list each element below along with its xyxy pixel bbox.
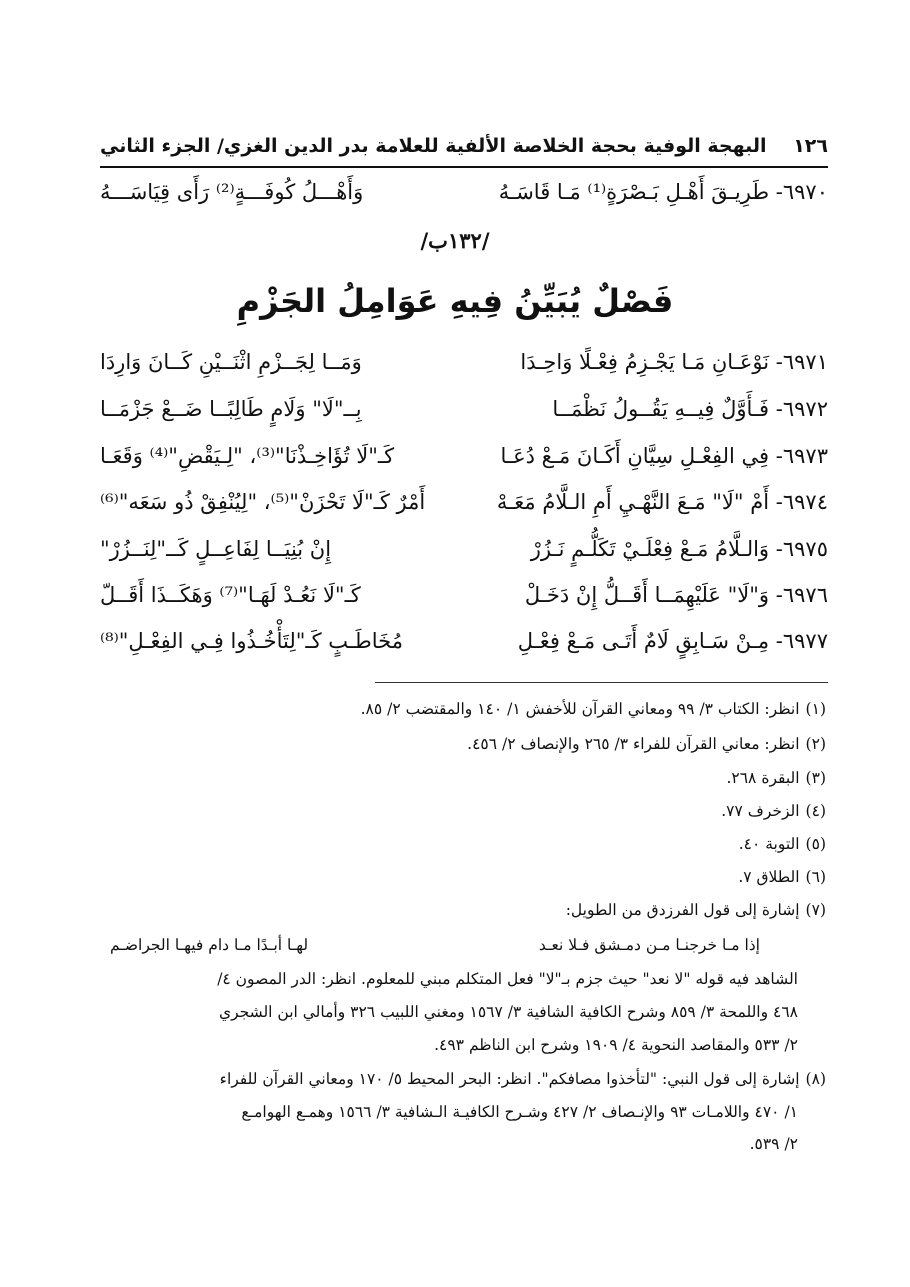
verse-hemistich-left: كَـ"لَا نَعُـدْ لَهَـا"⁽⁷⁾ وَهَكَــذَا أَقَــلّ <box>100 583 361 607</box>
footnote-number: (١) <box>805 700 826 718</box>
verse-hemistich-right: ٦٩٧٥- وَالـلَّامُ مَـعْ فِعْلَـيْ تَكَلُّـمٍ نَـزُرْ <box>530 537 828 561</box>
header-rule <box>100 166 828 168</box>
footnote-text: الزخرف ٧٧. <box>721 802 800 820</box>
quoted-poem-line <box>110 930 760 960</box>
footnote-text: انظر: الكتاب ٣/ ٩٩ ومعاني القرآن للأخفش ١/ ١٤٠ والمقتضب ٢/ ٨٥. <box>360 700 800 718</box>
folio-marker: /١٣٢ب/ <box>420 228 490 253</box>
verse-number: ٦٩٧٠- <box>775 180 828 204</box>
footnote <box>96 862 826 892</box>
verse-hemistich-left: مُخَاطَـبٍ كَـ"لِتَأْخُـذُوا فِـي الفِعْـلِ"⁽⁸⁾ <box>100 629 403 653</box>
footnote-number: (٤) <box>805 802 826 820</box>
footnote-continuation: ١/ ٤٧٠ واللامـات ٩٣ والإنـصاف ٢/ ٤٢٧ وشـرح الكافيـة الـشافية ٣/ ١٥٦٦ وهمـع الهوامـع <box>241 1103 798 1121</box>
footnote-continuation: ٢/ ٥٣٣ والمقاصد النحوية ٤/ ١٩٠٩ وشرح ابن الناظم ٤٩٣. <box>434 1036 798 1054</box>
footnote-text: الطلاق ٧. <box>738 868 800 886</box>
verse-hemistich-right: ٦٩٧٣- فِي الفِعْـلِ سِيَّانِ أَكَـانَ مَـعْ دُعَـا <box>500 444 828 468</box>
verse-line <box>100 625 828 657</box>
verse-hemistich-left: كَـ"لَا تُؤَاخِـذْنَا"⁽³⁾، "لِـيَقْضِ"⁽⁴⁾ وَقَعَـا <box>100 444 395 468</box>
verse-hemistich-right: ٦٩٧٠- طَرِيـقَ أَهْـلِ بَـصْرَةٍ⁽¹⁾ مَـا قَاسَـهُ <box>498 180 828 204</box>
footnote <box>96 796 826 826</box>
running-title: البهجة الوفية بحجة الخلاصة الألفية للعلامة بدر الدين الغزي/ الجزء الثاني <box>100 135 767 157</box>
footnote <box>96 829 826 859</box>
verse-line <box>100 393 828 425</box>
footnote-number: (٢) <box>805 735 826 753</box>
poem-hemistich-right: إذا مـا خرجنـا مـن دمـشق فـلا نعـد <box>538 936 760 954</box>
footnote <box>96 895 826 925</box>
footnote-text: البقرة ٢٦٨. <box>726 769 800 787</box>
verse-line <box>100 533 828 565</box>
verse-line <box>100 486 828 518</box>
verse-number: ٦٩٧٣- <box>775 444 828 468</box>
footnote-number: (٥) <box>805 835 826 853</box>
verse-hemistich-left: وَأَهْـــلُ كُوفَـــةٍ⁽²⁾ رَأَى قِيَاسَـــهُ <box>100 180 364 204</box>
footnote-number: (٣) <box>805 769 826 787</box>
verse-number: ٦٩٧٤- <box>775 490 828 514</box>
footnote <box>96 694 826 724</box>
footnote-number: (٧) <box>805 901 826 919</box>
section-title: فَصْلٌ يُبَيِّنُ فِيهِ عَوَامِلُ الجَزْمِ <box>236 282 674 320</box>
verse-hemistich-right: ٦٩٧٢- فَـأَوَّلٌ فِيــهِ يَقُــولُ نَظْمَــا <box>552 397 828 421</box>
verse-number: ٦٩٧٧- <box>775 629 828 653</box>
verse-line <box>100 346 828 378</box>
verse-hemistich-right: ٦٩٧٤- أَمْ "لَا" مَـعَ النَّهْـيِ أَمِ الـلَّامُ مَعَـهْ <box>496 490 828 514</box>
footnote-text: إشارة إلى قول النبي: "لتأخذوا مصافكم". انظر: البحر المحيط ٥/ ١٧٠ ومعاني القرآن للفراء <box>219 1070 800 1088</box>
footnote-text: التوبة ٤٠. <box>738 835 800 853</box>
verse-hemistich-left: بِــ"لَا" وَلَامٍ طَالِبًــا ضَــعْ جَزْمَــا <box>100 397 362 421</box>
verse-hemistich-right: ٦٩٧١- نَوْعَـانِ مَـا يَجْـزِمُ فِعْـلًا وَاحِـدَا <box>520 350 828 374</box>
footnote-text: إشارة إلى قول الفرزدق من الطويل: <box>565 901 800 919</box>
verse-number: ٦٩٧٢- <box>775 397 828 421</box>
footnote-continuation: ٤٦٨ واللمحة ٣/ ٨٥٩ وشرح الكافية الشافية ٣/ ١٥٦٧ ومغني اللبيب ٣٢٦ وأمالي ابن الشجري <box>218 1003 798 1021</box>
verse-number: ٦٩٧١- <box>775 350 828 374</box>
page-number: ١٢٦ <box>793 135 828 157</box>
footnote <box>96 729 826 759</box>
verse-number: ٦٩٧٦- <box>775 583 828 607</box>
page-header <box>100 128 828 164</box>
verse-number: ٦٩٧٥- <box>775 537 828 561</box>
verse-line <box>100 176 828 208</box>
verse-hemistich-right: ٦٩٧٧- مِـنْ سَـابِقٍ لَامٌ أَتَـى مَـعْ فِعْـلِ <box>517 629 828 653</box>
footnote-number: (٦) <box>805 868 826 886</box>
verse-line <box>100 579 828 611</box>
footnote-text: انظر: معاني القرآن للفراء ٣/ ٢٦٥ والإنصاف ٢/ ٤٥٦. <box>467 735 800 753</box>
footnote-number: (٨) <box>805 1070 826 1088</box>
footnote-separator <box>375 682 828 683</box>
verse-hemistich-right: ٦٩٧٦- وَ"لَا" عَلَيْهِمَــا أَقَــلُّ إِنْ دَخَـلْ <box>524 583 828 607</box>
footnote-continuation: ٢/ ٥٣٩. <box>749 1135 798 1153</box>
verse-hemistich-left: أَمْرٌ كَـ"لَا تَحْزَنْ"⁽⁵⁾، "لِيُنْفِقْ ذُو سَعَه"⁽⁶⁾ <box>100 490 426 514</box>
footnote-continuation: الشاهد فيه قوله "لا نعد" حيث جزم بـ"لا" فعل المتكلم مبني للمعلوم. انظر: الدر المصون ٤/ <box>217 970 798 988</box>
footnote <box>96 763 826 793</box>
verse-hemistich-left: وَمَــا لِجَــزْمِ اثْنَــيْنِ كَــانَ وَارِدَا <box>100 350 362 374</box>
poem-hemistich-left: لهـا أبـدًا مـا دام فيهـا الجراضـم <box>110 936 309 954</box>
verse-line <box>100 440 828 472</box>
verse-hemistich-left: إِنْ بُنِيَــا لِفَاعِــلٍ كَــ"لِنَــزُرْ" <box>100 537 332 561</box>
footnote <box>96 1064 826 1094</box>
